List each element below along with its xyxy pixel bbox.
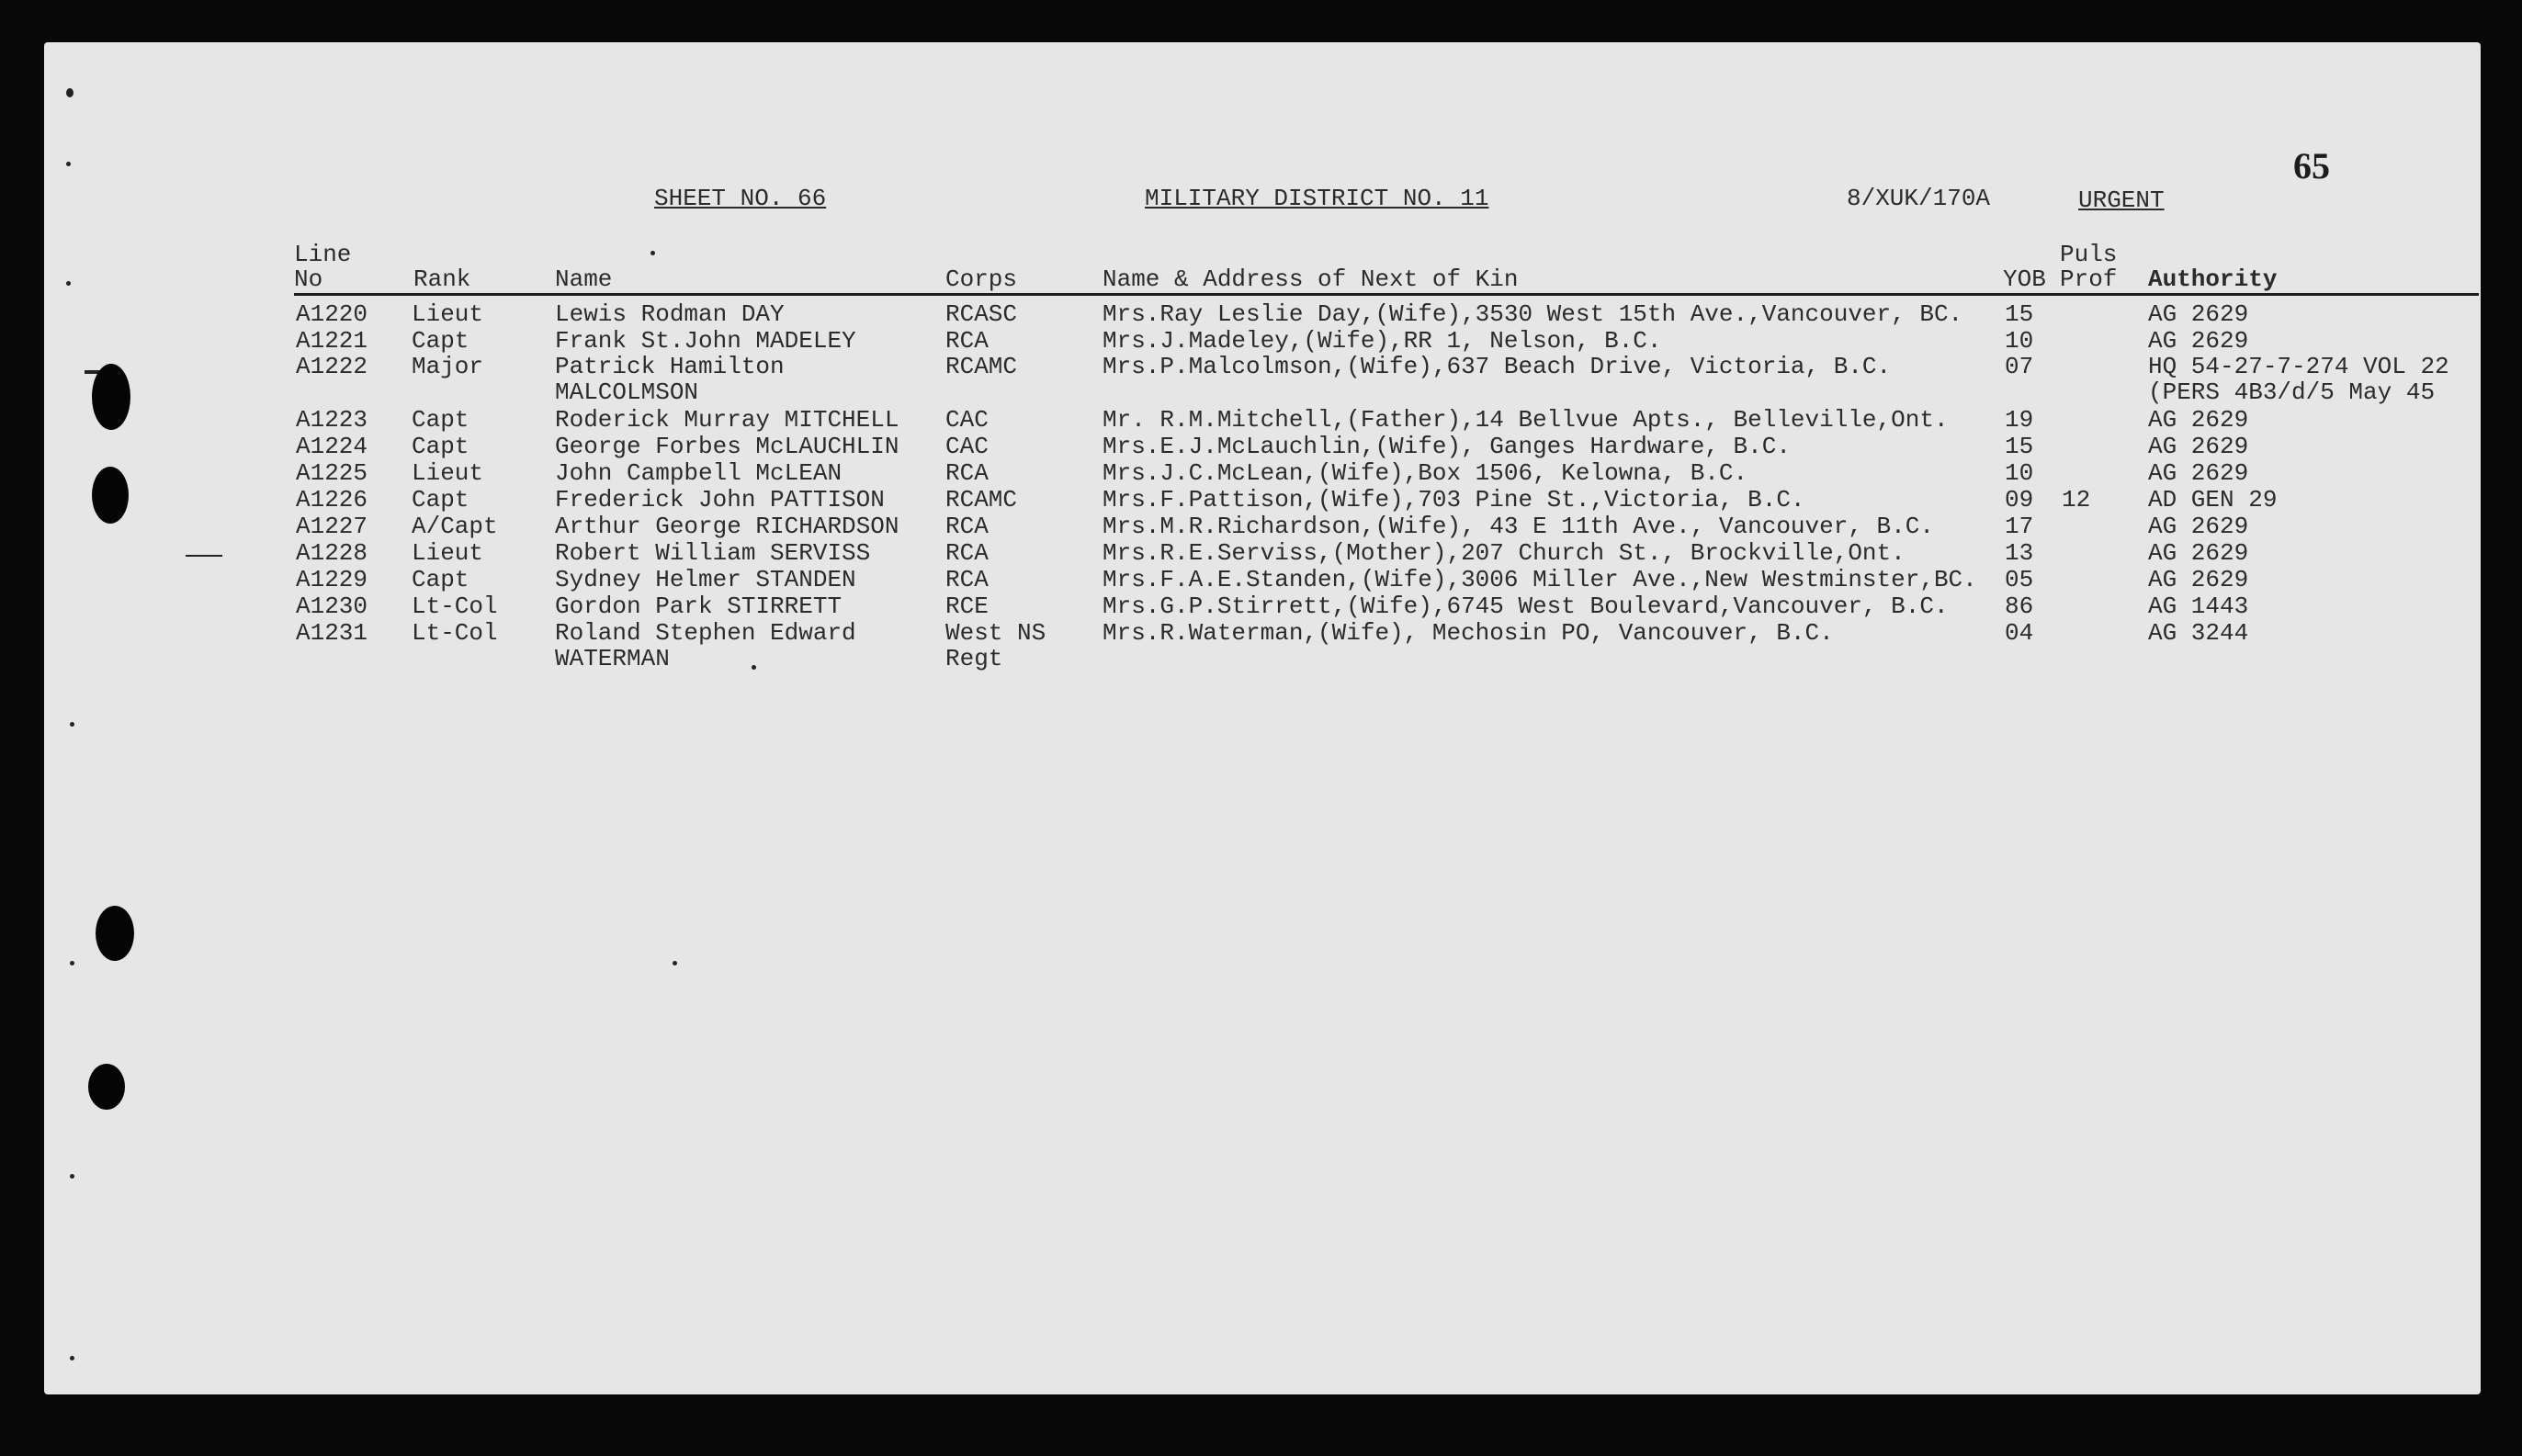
next-of-kin: Mrs.Ray Leslie Day,(Wife),3530 West 15th Ave.,Vancouver, BC. — [1103, 300, 1963, 328]
authority: AG 2629 — [2148, 433, 2249, 460]
officer-name: Arthur George RICHARDSON — [555, 513, 899, 540]
officer-name: Roderick Murray MITCHELL — [555, 406, 899, 434]
header-rule — [294, 293, 2479, 296]
corps: CAC — [945, 433, 989, 460]
sheet-number: SHEET NO. 66 — [654, 185, 827, 212]
year-of-birth: 17 — [2005, 513, 2034, 540]
authority: AG 3244 — [2148, 619, 2249, 647]
officer-name: Gordon Park STIRRETT — [555, 593, 843, 620]
corps: RCA — [945, 539, 989, 567]
rank: Capt — [412, 406, 469, 434]
officer-name: Frank St.John MADELEY — [555, 327, 856, 355]
year-of-birth: 09 — [2005, 486, 2034, 514]
header-next-of-kin: Name & Address of Next of Kin — [1103, 265, 1519, 293]
military-district: MILITARY DISTRICT NO. 11 — [1145, 185, 1489, 212]
corps: RCA — [945, 327, 989, 355]
next-of-kin: Mrs.J.Madeley,(Wife),RR 1, Nelson, B.C. — [1103, 327, 1662, 355]
line-number: A1225 — [296, 459, 368, 487]
line-number: A1228 — [296, 539, 368, 567]
year-of-birth: 13 — [2005, 539, 2034, 567]
scan-speck — [70, 1174, 74, 1179]
urgent-stamp: URGENT — [2078, 186, 2165, 214]
line-number: A1231 — [296, 619, 368, 647]
rank: Capt — [412, 486, 469, 514]
officer-name: Roland Stephen Edward — [555, 619, 856, 647]
corps-continued: Regt — [945, 645, 1003, 672]
authority: AG 2629 — [2148, 300, 2249, 328]
year-of-birth: 10 — [2005, 459, 2034, 487]
corps: RCAMC — [945, 486, 1018, 514]
corps: RCAMC — [945, 353, 1018, 380]
scan-speck — [650, 251, 655, 255]
officer-name: Lewis Rodman DAY — [555, 300, 785, 328]
header-name: Name — [555, 265, 613, 293]
officer-name-continued: WATERMAN — [555, 645, 670, 672]
header-authority: Authority — [2148, 265, 2278, 293]
year-of-birth: 15 — [2005, 433, 2034, 460]
rank: Capt — [412, 327, 469, 355]
line-number: A1223 — [296, 406, 368, 434]
next-of-kin: Mrs.F.A.E.Standen,(Wife),3006 Miller Ave.,New Westminster,BC. — [1103, 566, 1977, 593]
authority: AG 2629 — [2148, 539, 2249, 567]
line-number: A1221 — [296, 327, 368, 355]
line-number: A1227 — [296, 513, 368, 540]
punch-hole — [96, 906, 134, 961]
puls-prof: 12 — [2062, 486, 2091, 514]
corps: RCA — [945, 513, 989, 540]
corps: RCA — [945, 459, 989, 487]
page-number: 65 — [2293, 145, 2330, 186]
year-of-birth: 07 — [2005, 353, 2034, 380]
rank: Lieut — [412, 539, 484, 567]
header-corps: Corps — [945, 265, 1018, 293]
line-number: A1230 — [296, 593, 368, 620]
line-number: A1226 — [296, 486, 368, 514]
line-number: A1222 — [296, 353, 368, 380]
scan-speck — [70, 961, 74, 965]
next-of-kin: Mrs.R.E.Serviss,(Mother),207 Church St., Brockville,Ont. — [1103, 539, 1906, 567]
rank: Capt — [412, 566, 469, 593]
record-card — [44, 42, 2481, 1394]
scan-speck — [70, 722, 74, 727]
scan-speck — [66, 162, 71, 166]
next-of-kin: Mrs.R.Waterman,(Wife), Mechosin PO, Vancouver, B.C. — [1103, 619, 1834, 647]
next-of-kin: Mrs.M.R.Richardson,(Wife), 43 E 11th Ave., Vancouver, B.C. — [1103, 513, 1934, 540]
rank: Capt — [412, 433, 469, 460]
punch-hole — [88, 1064, 125, 1110]
authority: AG 2629 — [2148, 459, 2249, 487]
rank: Major — [412, 353, 484, 380]
rank: A/Capt — [412, 513, 498, 540]
scan-speck — [66, 88, 74, 97]
punch-hole — [92, 467, 129, 524]
officer-name: John Campbell McLEAN — [555, 459, 843, 487]
scan-mark — [186, 555, 222, 557]
authority: AG 1443 — [2148, 593, 2249, 620]
next-of-kin: Mrs.P.Malcolmson,(Wife),637 Beach Drive, Victoria, B.C. — [1103, 353, 1892, 380]
corps: RCE — [945, 593, 989, 620]
next-of-kin: Mrs.E.J.McLauchlin,(Wife), Ganges Hardware, B.C. — [1103, 433, 1791, 460]
header-prof: Prof — [2060, 265, 2118, 293]
next-of-kin: Mrs.J.C.McLean,(Wife),Box 1506, Kelowna, B.C. — [1103, 459, 1748, 487]
line-number: A1220 — [296, 300, 368, 328]
officer-name: Patrick Hamilton — [555, 353, 785, 380]
year-of-birth: 04 — [2005, 619, 2034, 647]
corps: CAC — [945, 406, 989, 434]
authority-continued: (PERS 4B3/d/5 May 45 — [2148, 378, 2436, 406]
authority: HQ 54-27-7-274 VOL 22 — [2148, 353, 2449, 380]
authority: AG 2629 — [2148, 327, 2249, 355]
line-number: A1224 — [296, 433, 368, 460]
rank: Lieut — [412, 300, 484, 328]
corps: RCASC — [945, 300, 1018, 328]
year-of-birth: 15 — [2005, 300, 2034, 328]
officer-name: Sydney Helmer STANDEN — [555, 566, 856, 593]
officer-name: Robert William SERVISS — [555, 539, 871, 567]
corps: West NS — [945, 619, 1046, 647]
corps: RCA — [945, 566, 989, 593]
header-line: Line — [294, 241, 352, 268]
next-of-kin: Mr. R.M.Mitchell,(Father),14 Bellvue Apts., Belleville,Ont. — [1103, 406, 1949, 434]
officer-name: George Forbes McLAUCHLIN — [555, 433, 899, 460]
rank: Lt-Col — [412, 619, 498, 647]
reference-code: 8/XUK/170A — [1847, 185, 1991, 212]
header-rank: Rank — [413, 265, 471, 293]
officer-name: Frederick John PATTISON — [555, 486, 885, 514]
authority: AG 2629 — [2148, 406, 2249, 434]
scan-speck — [70, 1356, 74, 1360]
authority: AG 2629 — [2148, 566, 2249, 593]
header-no: No — [294, 265, 323, 293]
year-of-birth: 10 — [2005, 327, 2034, 355]
punch-hole — [92, 364, 130, 430]
scan-speck — [673, 961, 677, 965]
officer-name-continued: MALCOLMSON — [555, 378, 699, 406]
year-of-birth: 05 — [2005, 566, 2034, 593]
line-number: A1229 — [296, 566, 368, 593]
rank: Lt-Col — [412, 593, 498, 620]
header-puls: Puls — [2060, 241, 2118, 268]
scan-speck — [66, 281, 71, 286]
scan-speck — [752, 665, 756, 670]
rank: Lieut — [412, 459, 484, 487]
year-of-birth: 86 — [2005, 593, 2034, 620]
authority: AG 2629 — [2148, 513, 2249, 540]
next-of-kin: Mrs.F.Pattison,(Wife),703 Pine St.,Victoria, B.C. — [1103, 486, 1805, 514]
header-yob: YOB — [2003, 265, 2046, 293]
authority: AD GEN 29 — [2148, 486, 2278, 514]
next-of-kin: Mrs.G.P.Stirrett,(Wife),6745 West Boulevard,Vancouver, B.C. — [1103, 593, 1949, 620]
year-of-birth: 19 — [2005, 406, 2034, 434]
